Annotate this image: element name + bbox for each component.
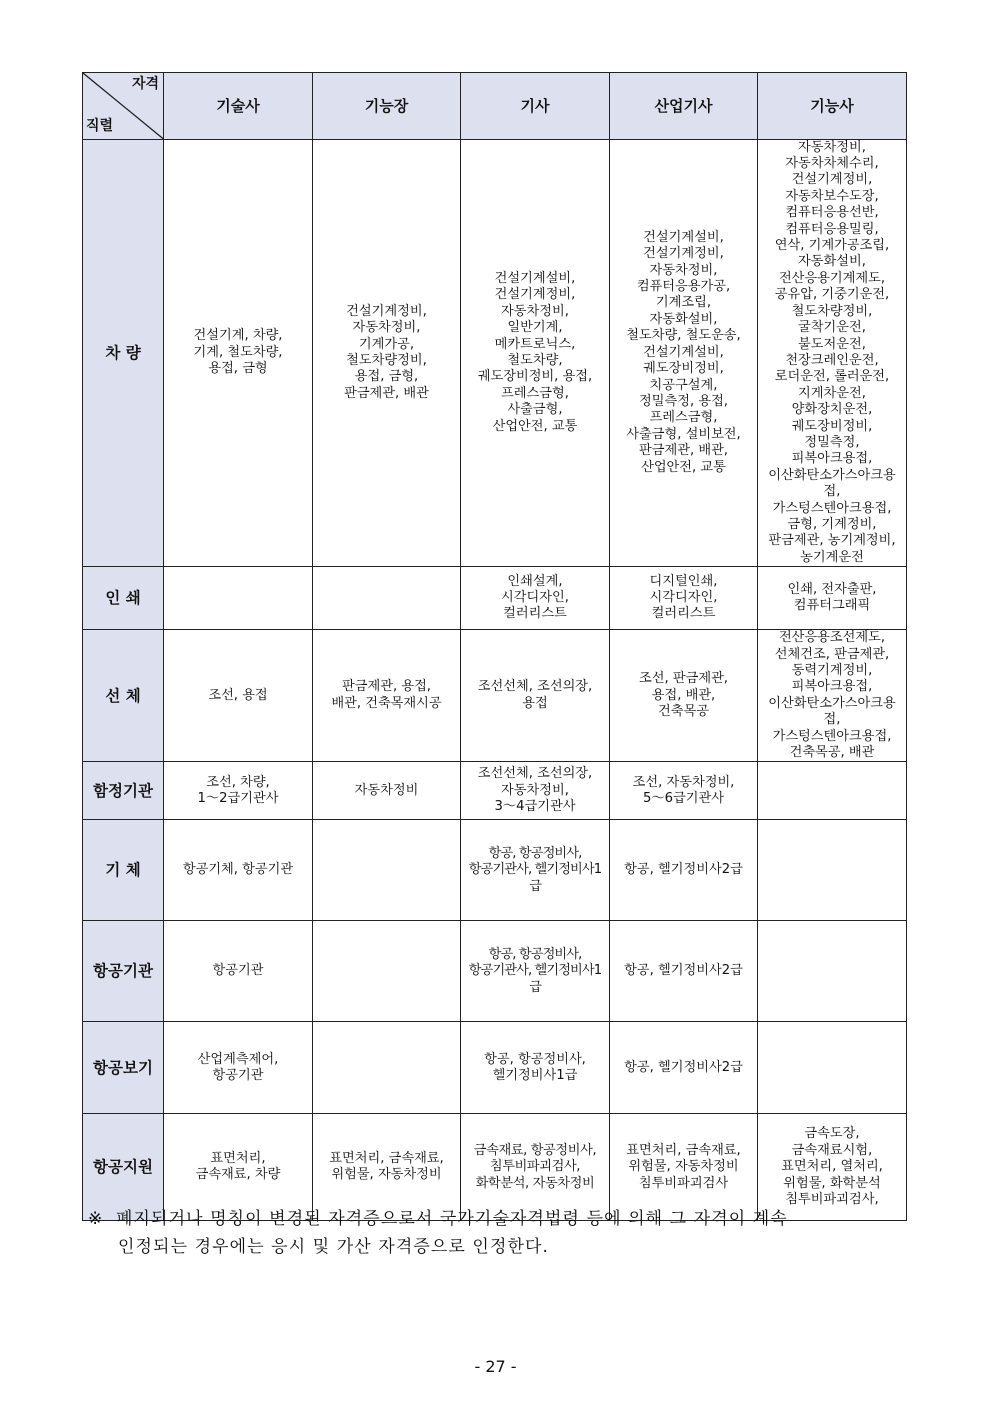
column-header: 기능사 — [758, 73, 907, 140]
column-header: 기사 — [461, 73, 610, 140]
table-cell: 항공, 항공정비사, 헬기정비사1급 — [461, 1022, 610, 1114]
table-cell: 조선, 자동차정비, 5～6급기관사 — [610, 762, 758, 820]
table-cell — [758, 762, 907, 820]
table-cell: 표면처리, 금속재료, 위험물, 자동차정비 — [313, 1114, 461, 1221]
corner-bottom-label: 직렬 — [86, 118, 114, 135]
footnote — [88, 1205, 913, 1261]
row-header: 항공기관 — [83, 921, 164, 1022]
footnote-line-2: 인정되는 경우에는 응시 및 가산 자격증으로 인정한다. — [118, 1237, 550, 1257]
row-header: 항공지원 — [83, 1114, 164, 1221]
table-cell: 조선, 용접 — [164, 630, 313, 762]
table-row — [83, 567, 907, 630]
page-number: - 27 - — [474, 1357, 517, 1376]
table-cell — [313, 1022, 461, 1114]
table-cell: 건설기계설비, 건설기계정비, 자동차정비, 컴퓨터응용가공, 기계조립, 자동화설비, 철도차량, 철도운송, 건설기계설비, 궤도장비정비, 치공구설계, 정밀측정, 용접, 프레스금형, 사출금형, 설비보전, 판금제관, 배관, 산업안전, 교통 — [610, 139, 758, 567]
table-cell: 항공, 항공정비사, 항공기관사, 헬기정비사1급 — [461, 820, 610, 921]
table-cell — [164, 567, 313, 630]
table-cell: 항공, 헬기정비사2급 — [610, 820, 758, 921]
table-cell: 항공, 헬기정비사2급 — [610, 1022, 758, 1114]
table-cell — [758, 1022, 907, 1114]
table-row — [83, 630, 907, 762]
header-row — [83, 73, 907, 140]
column-header: 산업기사 — [610, 73, 758, 140]
table-cell: 항공, 헬기정비사2급 — [610, 921, 758, 1022]
table-cell — [313, 820, 461, 921]
table-cell — [758, 921, 907, 1022]
corner-top-label: 자격 — [131, 76, 159, 92]
row-header: 차 량 — [83, 139, 164, 567]
table-cell: 전산응용조선제도, 선체건조, 판금제관, 동력기계정비, 피복아크용접, 이산화탄소가스아크용접, 가스텅스텐아크용접, 건축목공, 배관 — [758, 630, 907, 762]
table-cell: 인쇄, 전자출판, 컴퓨터그래픽 — [758, 567, 907, 630]
table-cell — [313, 921, 461, 1022]
reference-mark-icon: ※ — [88, 1209, 104, 1229]
table-cell: 건설기계정비, 자동차정비, 기계가공, 철도차량정비, 용접, 금형, 판금제관, 배관 — [313, 139, 461, 567]
table-row — [83, 921, 907, 1022]
table-cell: 항공기관 — [164, 921, 313, 1022]
column-header: 기술사 — [164, 73, 313, 140]
table-row — [83, 762, 907, 820]
table-row — [83, 820, 907, 921]
table-cell: 항공, 항공정비사, 항공기관사, 헬기정비사1급 — [461, 921, 610, 1022]
table-cell: 표면처리, 금속재료, 차량 — [164, 1114, 313, 1221]
table-cell: 자동차정비 — [313, 762, 461, 820]
table-cell: 자동차정비, 자동차차체수리, 건설기계정비, 자동차보수도장, 컴퓨터응용선반, 컴퓨터응용밀링, 연삭, 기계가공조립, 자동화설비, 전산응용기계제도, 공유압, 기중기운전, 철도차량정비, 굴착기운전, 불도저운전, 천장크레인운전, 로더운전, 롤러운전, 지게차운전, 양화장치운전, 궤도장비정비, 정밀측정, 피복아크용접, 이산화탄소가스아크용접, 가스텅스텐아크용접, 금형, 기계정비, 판금제관, 농기계정비, 농기계운전 — [758, 139, 907, 567]
row-header: 인 쇄 — [83, 567, 164, 630]
table-cell: 조선선체, 조선의장, 용접 — [461, 630, 610, 762]
qualification-table — [82, 72, 907, 1221]
table-row — [83, 1022, 907, 1114]
footnote-line-1 — [88, 1205, 913, 1233]
footnote-text-1: 폐지되거나 명칭이 변경된 자격증으로서 국가기술자격법령 등에 의해 그 자격이 계속 — [116, 1209, 788, 1229]
table-cell: 인쇄설계, 시각디자인, 컬러리스트 — [461, 567, 610, 630]
table-cell: 금속재료, 항공정비사, 침투비파괴검사, 화학분석, 자동차정비 — [461, 1114, 610, 1221]
table-cell: 건설기계, 차량, 기계, 철도차량, 용접, 금형 — [164, 139, 313, 567]
table-cell — [758, 820, 907, 921]
row-header: 기 체 — [83, 820, 164, 921]
table-row — [83, 139, 907, 567]
column-header: 기능장 — [313, 73, 461, 140]
table-cell — [313, 567, 461, 630]
table-cell: 조선, 판금제관, 용접, 배관, 건축목공 — [610, 630, 758, 762]
table-cell: 디지털인쇄, 시각디자인, 컬러리스트 — [610, 567, 758, 630]
table-cell: 항공기체, 항공기관 — [164, 820, 313, 921]
table-cell: 표면처리, 금속재료, 위험물, 자동차정비 침투비파괴검사 — [610, 1114, 758, 1221]
table-cell: 산업계측제어, 항공기관 — [164, 1022, 313, 1114]
row-header: 함정기관 — [83, 762, 164, 820]
row-header: 선 체 — [83, 630, 164, 762]
row-header: 항공보기 — [83, 1022, 164, 1114]
table-cell: 조선선체, 조선의장, 자동차정비, 3～4급기관사 — [461, 762, 610, 820]
corner-header-cell — [83, 73, 164, 140]
table-cell: 조선, 차량, 1～2급기관사 — [164, 762, 313, 820]
table-cell: 금속도장, 금속재료시험, 표면처리, 열처리, 위험물, 화학분석 침투비파괴검사, — [758, 1114, 907, 1221]
table-cell: 건설기계설비, 건설기계정비, 자동차정비, 일반기계, 메카트로닉스, 철도차량, 궤도장비정비, 용접, 프레스금형, 사출금형, 산업안전, 교통 — [461, 139, 610, 567]
table-cell: 판금제관, 용접, 배관, 건축목재시공 — [313, 630, 461, 762]
